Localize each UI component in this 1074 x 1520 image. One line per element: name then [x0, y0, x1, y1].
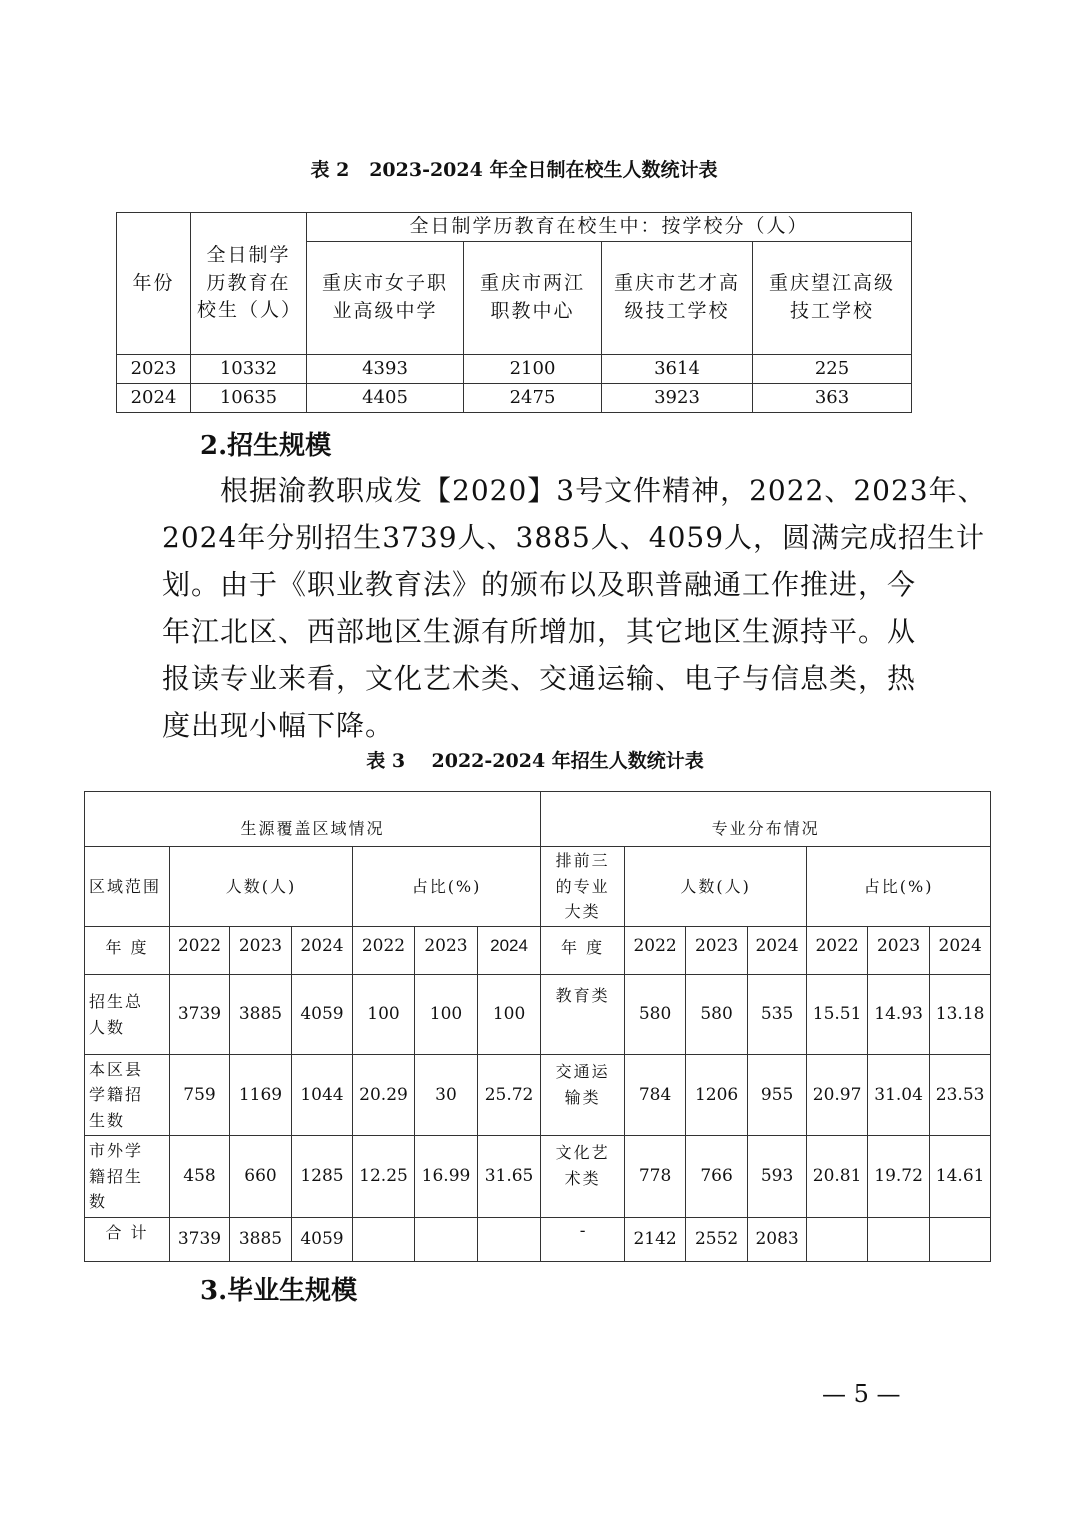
region-cell: 市外学籍招生数	[85, 1136, 170, 1218]
year-cell: 2022	[353, 927, 415, 975]
cell: 31.04	[868, 1055, 930, 1136]
year-cell: 2022	[625, 927, 686, 975]
table2-caption: 表 2 2023-2024 年全日制在校生人数统计表	[310, 159, 718, 181]
cell-year: 2024	[117, 384, 191, 413]
cell: 766	[686, 1136, 748, 1218]
cell-school4: 225	[753, 355, 912, 384]
cell: 100	[478, 975, 541, 1055]
cell-school1: 4405	[307, 384, 464, 413]
table3	[84, 791, 991, 1262]
group-header: 全日制学历教育在校生中：按学校分（人）	[307, 213, 912, 242]
cell: 660	[230, 1136, 292, 1218]
cell-school2: 2100	[464, 355, 602, 384]
cell: 14.93	[868, 975, 930, 1055]
school-header: 重庆望江高级技工学校	[753, 242, 912, 355]
cell-school1: 4393	[307, 355, 464, 384]
table3-caption: 表 3 2022-2024 年招生人数统计表	[366, 750, 704, 772]
cell: 778	[625, 1136, 686, 1218]
cell: 2142	[625, 1218, 686, 1262]
cell: 100	[415, 975, 478, 1055]
ratio-header: 占比(%)	[353, 847, 541, 927]
cell-total: 10332	[191, 355, 307, 384]
cell	[415, 1218, 478, 1262]
year-cell: 2023	[686, 927, 748, 975]
region-header: 区域范围	[85, 847, 170, 927]
cell: 14.61	[930, 1136, 991, 1218]
cell: 4059	[292, 1218, 353, 1262]
cell: 2552	[686, 1218, 748, 1262]
body-paragraph	[162, 467, 987, 749]
cell: 458	[170, 1136, 230, 1218]
year-cell: 2024	[292, 927, 353, 975]
paragraph-line: 2024年分别招生3739人、3885人、4059人，圆满完成招生计	[162, 521, 986, 554]
cell: 784	[625, 1055, 686, 1136]
major-cell: -	[541, 1218, 625, 1262]
year-cell: 2024	[478, 927, 541, 975]
count-header: 人数(人)	[625, 847, 807, 927]
cell-year: 2023	[117, 355, 191, 384]
cell: 15.51	[807, 975, 868, 1055]
school-header: 重庆市两江职教中心	[464, 242, 602, 355]
cell: 2083	[748, 1218, 807, 1262]
paragraph-line: 划。由于《职业教育法》的颁布以及职普融通工作推进，今	[162, 568, 917, 601]
paragraph-line: 根据渝教职成发【2020】3号文件精神，2022、2023年、	[220, 474, 987, 507]
region-cell: 本区县学籍招生数	[85, 1055, 170, 1136]
cell	[868, 1218, 930, 1262]
cell: 3739	[170, 1218, 230, 1262]
cell: 31.65	[478, 1136, 541, 1218]
cell: 16.99	[415, 1136, 478, 1218]
cell: 12.25	[353, 1136, 415, 1218]
total-label: 合 计	[85, 1218, 170, 1262]
cell: 1169	[230, 1055, 292, 1136]
page-number: — 5 —	[822, 1380, 901, 1408]
year-row	[85, 927, 991, 975]
table-row	[85, 975, 991, 1055]
table-row	[117, 384, 912, 413]
section-heading: 2.招生规模	[200, 431, 332, 461]
year-cell: 2023	[868, 927, 930, 975]
cell: 1044	[292, 1055, 353, 1136]
cell: 3885	[230, 975, 292, 1055]
cell: 20.29	[353, 1055, 415, 1136]
ratio-header: 占比(%)	[807, 847, 991, 927]
cell: 580	[625, 975, 686, 1055]
year-label: 年 度	[85, 927, 170, 975]
top3-header: 排前三的专业大类	[541, 847, 625, 927]
year-cell: 2023	[415, 927, 478, 975]
cell	[353, 1218, 415, 1262]
left-group-header: 生源覆盖区域情况	[85, 792, 541, 847]
cell: 955	[748, 1055, 807, 1136]
school-header: 重庆市艺才高级技工学校	[602, 242, 753, 355]
table2	[116, 212, 912, 413]
cell: 593	[748, 1136, 807, 1218]
cell-total: 10635	[191, 384, 307, 413]
table-row	[117, 355, 912, 384]
year-cell: 2022	[170, 927, 230, 975]
major-cell: 交通运输类	[541, 1055, 625, 1136]
major-cell: 教育类	[541, 975, 625, 1055]
cell: 1285	[292, 1136, 353, 1218]
year-cell: 2024	[748, 927, 807, 975]
right-group-header: 专业分布情况	[541, 792, 991, 847]
paragraph-line: 度出现小幅下降。	[162, 709, 395, 742]
cell-school3: 3614	[602, 355, 753, 384]
cell-school2: 2475	[464, 384, 602, 413]
cell	[478, 1218, 541, 1262]
cell: 25.72	[478, 1055, 541, 1136]
cell: 535	[748, 975, 807, 1055]
total-row	[85, 1218, 991, 1262]
school-header: 重庆市女子职业高级中学	[307, 242, 464, 355]
paragraph-line: 报读专业来看，文化艺术类、交通运输、电子与信息类，热	[162, 662, 917, 695]
cell: 3885	[230, 1218, 292, 1262]
count-header: 人数(人)	[170, 847, 353, 927]
cell: 1206	[686, 1055, 748, 1136]
major-cell: 文化艺术类	[541, 1136, 625, 1218]
col-year-header: 年份	[117, 213, 191, 355]
cell: 13.18	[930, 975, 991, 1055]
cell: 30	[415, 1055, 478, 1136]
cell: 20.97	[807, 1055, 868, 1136]
cell-school4: 363	[753, 384, 912, 413]
cell: 759	[170, 1055, 230, 1136]
cell	[930, 1218, 991, 1262]
year-cell: 2022	[807, 927, 868, 975]
cell: 3739	[170, 975, 230, 1055]
cell: 23.53	[930, 1055, 991, 1136]
cell: 4059	[292, 975, 353, 1055]
cell: 100	[353, 975, 415, 1055]
cell: 19.72	[868, 1136, 930, 1218]
cell	[807, 1218, 868, 1262]
region-cell: 招生总人数	[85, 975, 170, 1055]
cell-school3: 3923	[602, 384, 753, 413]
paragraph-line: 年江北区、西部地区生源有所增加，其它地区生源持平。从	[162, 615, 917, 648]
year-label: 年 度	[541, 927, 625, 975]
year-cell: 2023	[230, 927, 292, 975]
cell: 580	[686, 975, 748, 1055]
year-cell: 2024	[930, 927, 991, 975]
table-row	[85, 1136, 991, 1218]
section-heading: 3.毕业生规模	[200, 1276, 358, 1306]
col-total-header: 全日制学历教育在校生（人）	[191, 213, 307, 355]
cell: 20.81	[807, 1136, 868, 1218]
table-row	[85, 1055, 991, 1136]
